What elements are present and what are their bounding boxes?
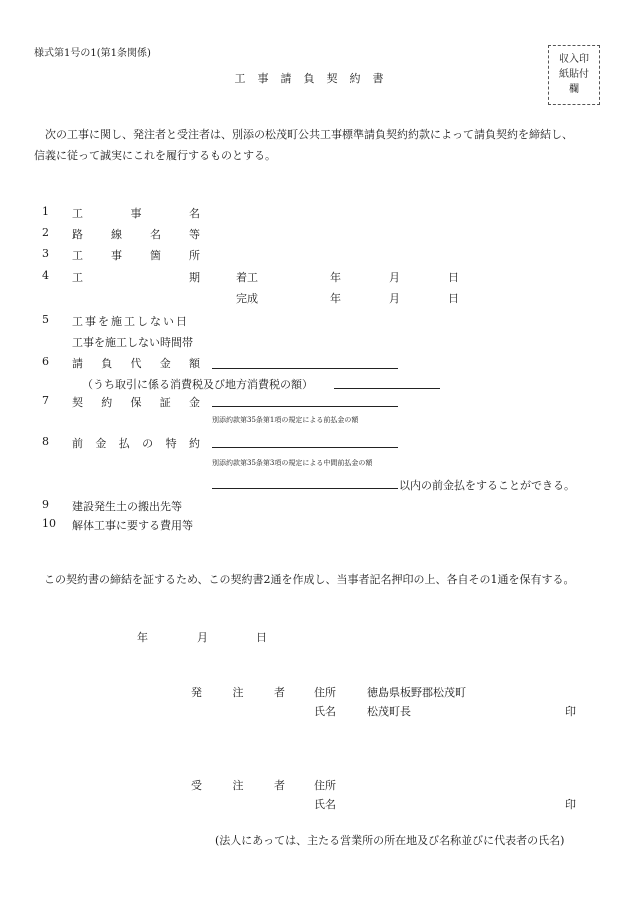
end-year-label: 年 <box>330 292 341 305</box>
item-3-char: 事 <box>111 249 122 262</box>
item-8-number: 8 <box>42 435 49 448</box>
start-day-label: 日 <box>448 271 459 284</box>
item-6-char: 代 <box>130 357 142 370</box>
item-6-char: 金 <box>159 357 171 370</box>
item-2-char: 線 <box>111 228 122 241</box>
orderer-name-label: 氏名 <box>314 705 336 718</box>
stamp-line-1: 収入印 <box>559 54 589 65</box>
demolition-cost-label: 解体工事に要する費用等 <box>72 519 193 532</box>
item-4-number: 4 <box>42 269 49 282</box>
date-day-label: 日 <box>256 631 267 644</box>
advance-payment-field[interactable] <box>212 447 398 448</box>
advance-payment-note: 別添約款第35条第1項の規定による前払金の額 <box>212 416 359 424</box>
item-2-char: 路 <box>72 228 83 241</box>
item-1-char: 事 <box>130 207 142 220</box>
orderer-address-label: 住所 <box>314 686 336 699</box>
closing-statement: この契約書の締結を証するため、この契約書2通を作成し、当事者記名押印の上、各自その1通を保有する。 <box>44 573 575 586</box>
contractor-name-label: 氏名 <box>314 798 336 811</box>
corporate-footnote: (法人にあっては、主たる営業所の所在地及び名称並びに代表者の氏名) <box>215 834 565 847</box>
item-4-char: 期 <box>189 271 200 284</box>
end-day-label: 日 <box>448 292 459 305</box>
item-7-char: 契 <box>72 396 83 409</box>
date-year-label: 年 <box>137 631 148 644</box>
orderer-label <box>191 684 285 700</box>
orderer-char: 発 <box>191 686 202 699</box>
item-6-label <box>72 355 200 371</box>
item-1-char: 名 <box>189 207 200 220</box>
item-2-number: 2 <box>42 226 49 239</box>
orderer-char: 注 <box>232 686 244 699</box>
item-4-label <box>72 269 200 285</box>
orderer-name-value: 松茂町長 <box>367 705 411 718</box>
item-7-number: 7 <box>42 394 49 407</box>
item-8-char: 金 <box>95 437 107 450</box>
contract-amount-field[interactable] <box>212 368 398 369</box>
interim-payment-note: 別添約款第35条第3項の規定による中間前払金の額 <box>212 459 373 467</box>
non-work-hours-label: 工事を施工しない時間帯 <box>72 336 193 349</box>
item-3-char: 所 <box>189 249 200 262</box>
intro-line-1: 次の工事に関し、発注者と受注者は、別添の松茂町公共工事標準請負契約約款によって請負契約を締結し、 <box>45 128 573 141</box>
contractor-char: 者 <box>274 779 285 792</box>
start-month-label: 月 <box>389 271 400 284</box>
document-title: 工事請負契約書 <box>234 72 396 85</box>
end-month-label: 月 <box>389 292 400 305</box>
item-4-char: 工 <box>72 271 83 284</box>
item-8-char: 前 <box>72 437 83 450</box>
construction-start-label: 着工 <box>236 271 258 284</box>
contractor-address-label: 住所 <box>314 779 336 792</box>
orderer-char: 者 <box>274 686 285 699</box>
stamp-line-3: 欄 <box>569 84 579 95</box>
soil-disposal-label: 建設発生土の搬出先等 <box>72 500 182 513</box>
stamp-line-2: 紙貼付 <box>559 69 589 80</box>
item-6-char: 負 <box>101 357 113 370</box>
interim-payment-field[interactable] <box>212 488 398 489</box>
item-8-label <box>72 435 200 451</box>
date-month-label: 月 <box>197 631 208 644</box>
contract-deposit-field[interactable] <box>212 406 398 407</box>
item-6-char: 請 <box>72 357 83 370</box>
item-7-char: 証 <box>159 396 171 409</box>
form-id: 様式第1号の1(第1条関係) <box>34 48 151 59</box>
item-3-label <box>72 247 200 263</box>
item-2-label <box>72 226 200 242</box>
start-year-label: 年 <box>330 271 341 284</box>
advance-payment-clause: 以内の前金払をすることができる。 <box>399 479 575 492</box>
item-3-char: 箇 <box>150 249 161 262</box>
item-1-number: 1 <box>42 205 49 218</box>
contractor-char: 受 <box>191 779 202 792</box>
orderer-seal-mark: 印 <box>565 705 576 718</box>
non-work-days-label: 工事を施工しない日 <box>72 315 189 328</box>
intro-paragraph <box>34 124 573 166</box>
intro-line-2: 信義に従って誠実にこれを履行するものとする。 <box>34 149 276 162</box>
item-6-char: 額 <box>189 357 200 370</box>
item-8-char: 特 <box>165 437 177 450</box>
construction-end-label: 完成 <box>236 292 258 305</box>
item-2-char: 等 <box>189 228 200 241</box>
item-5-number: 5 <box>42 313 49 326</box>
contractor-char: 注 <box>232 779 244 792</box>
item-6-number: 6 <box>42 355 49 368</box>
tax-amount-label: （うち取引に係る消費税及び地方消費税の額） <box>82 378 313 391</box>
item-8-char: 払 <box>118 437 130 450</box>
item-1-char: 工 <box>72 207 83 220</box>
item-2-char: 名 <box>150 228 161 241</box>
item-7-label <box>72 394 200 410</box>
item-8-char: の <box>142 437 154 450</box>
item-7-char: 約 <box>101 396 113 409</box>
item-3-char: 工 <box>72 249 83 262</box>
item-10-number: 10 <box>42 517 56 530</box>
orderer-address-value: 徳島県板野郡松茂町 <box>367 686 466 699</box>
item-8-char: 約 <box>188 437 200 450</box>
item-9-number: 9 <box>42 498 49 511</box>
item-7-char: 金 <box>189 396 200 409</box>
item-3-number: 3 <box>42 247 49 260</box>
tax-amount-field[interactable] <box>334 388 440 389</box>
item-1-label <box>72 205 200 221</box>
contractor-seal-mark: 印 <box>565 798 576 811</box>
contractor-label <box>191 777 285 793</box>
item-7-char: 保 <box>130 396 142 409</box>
